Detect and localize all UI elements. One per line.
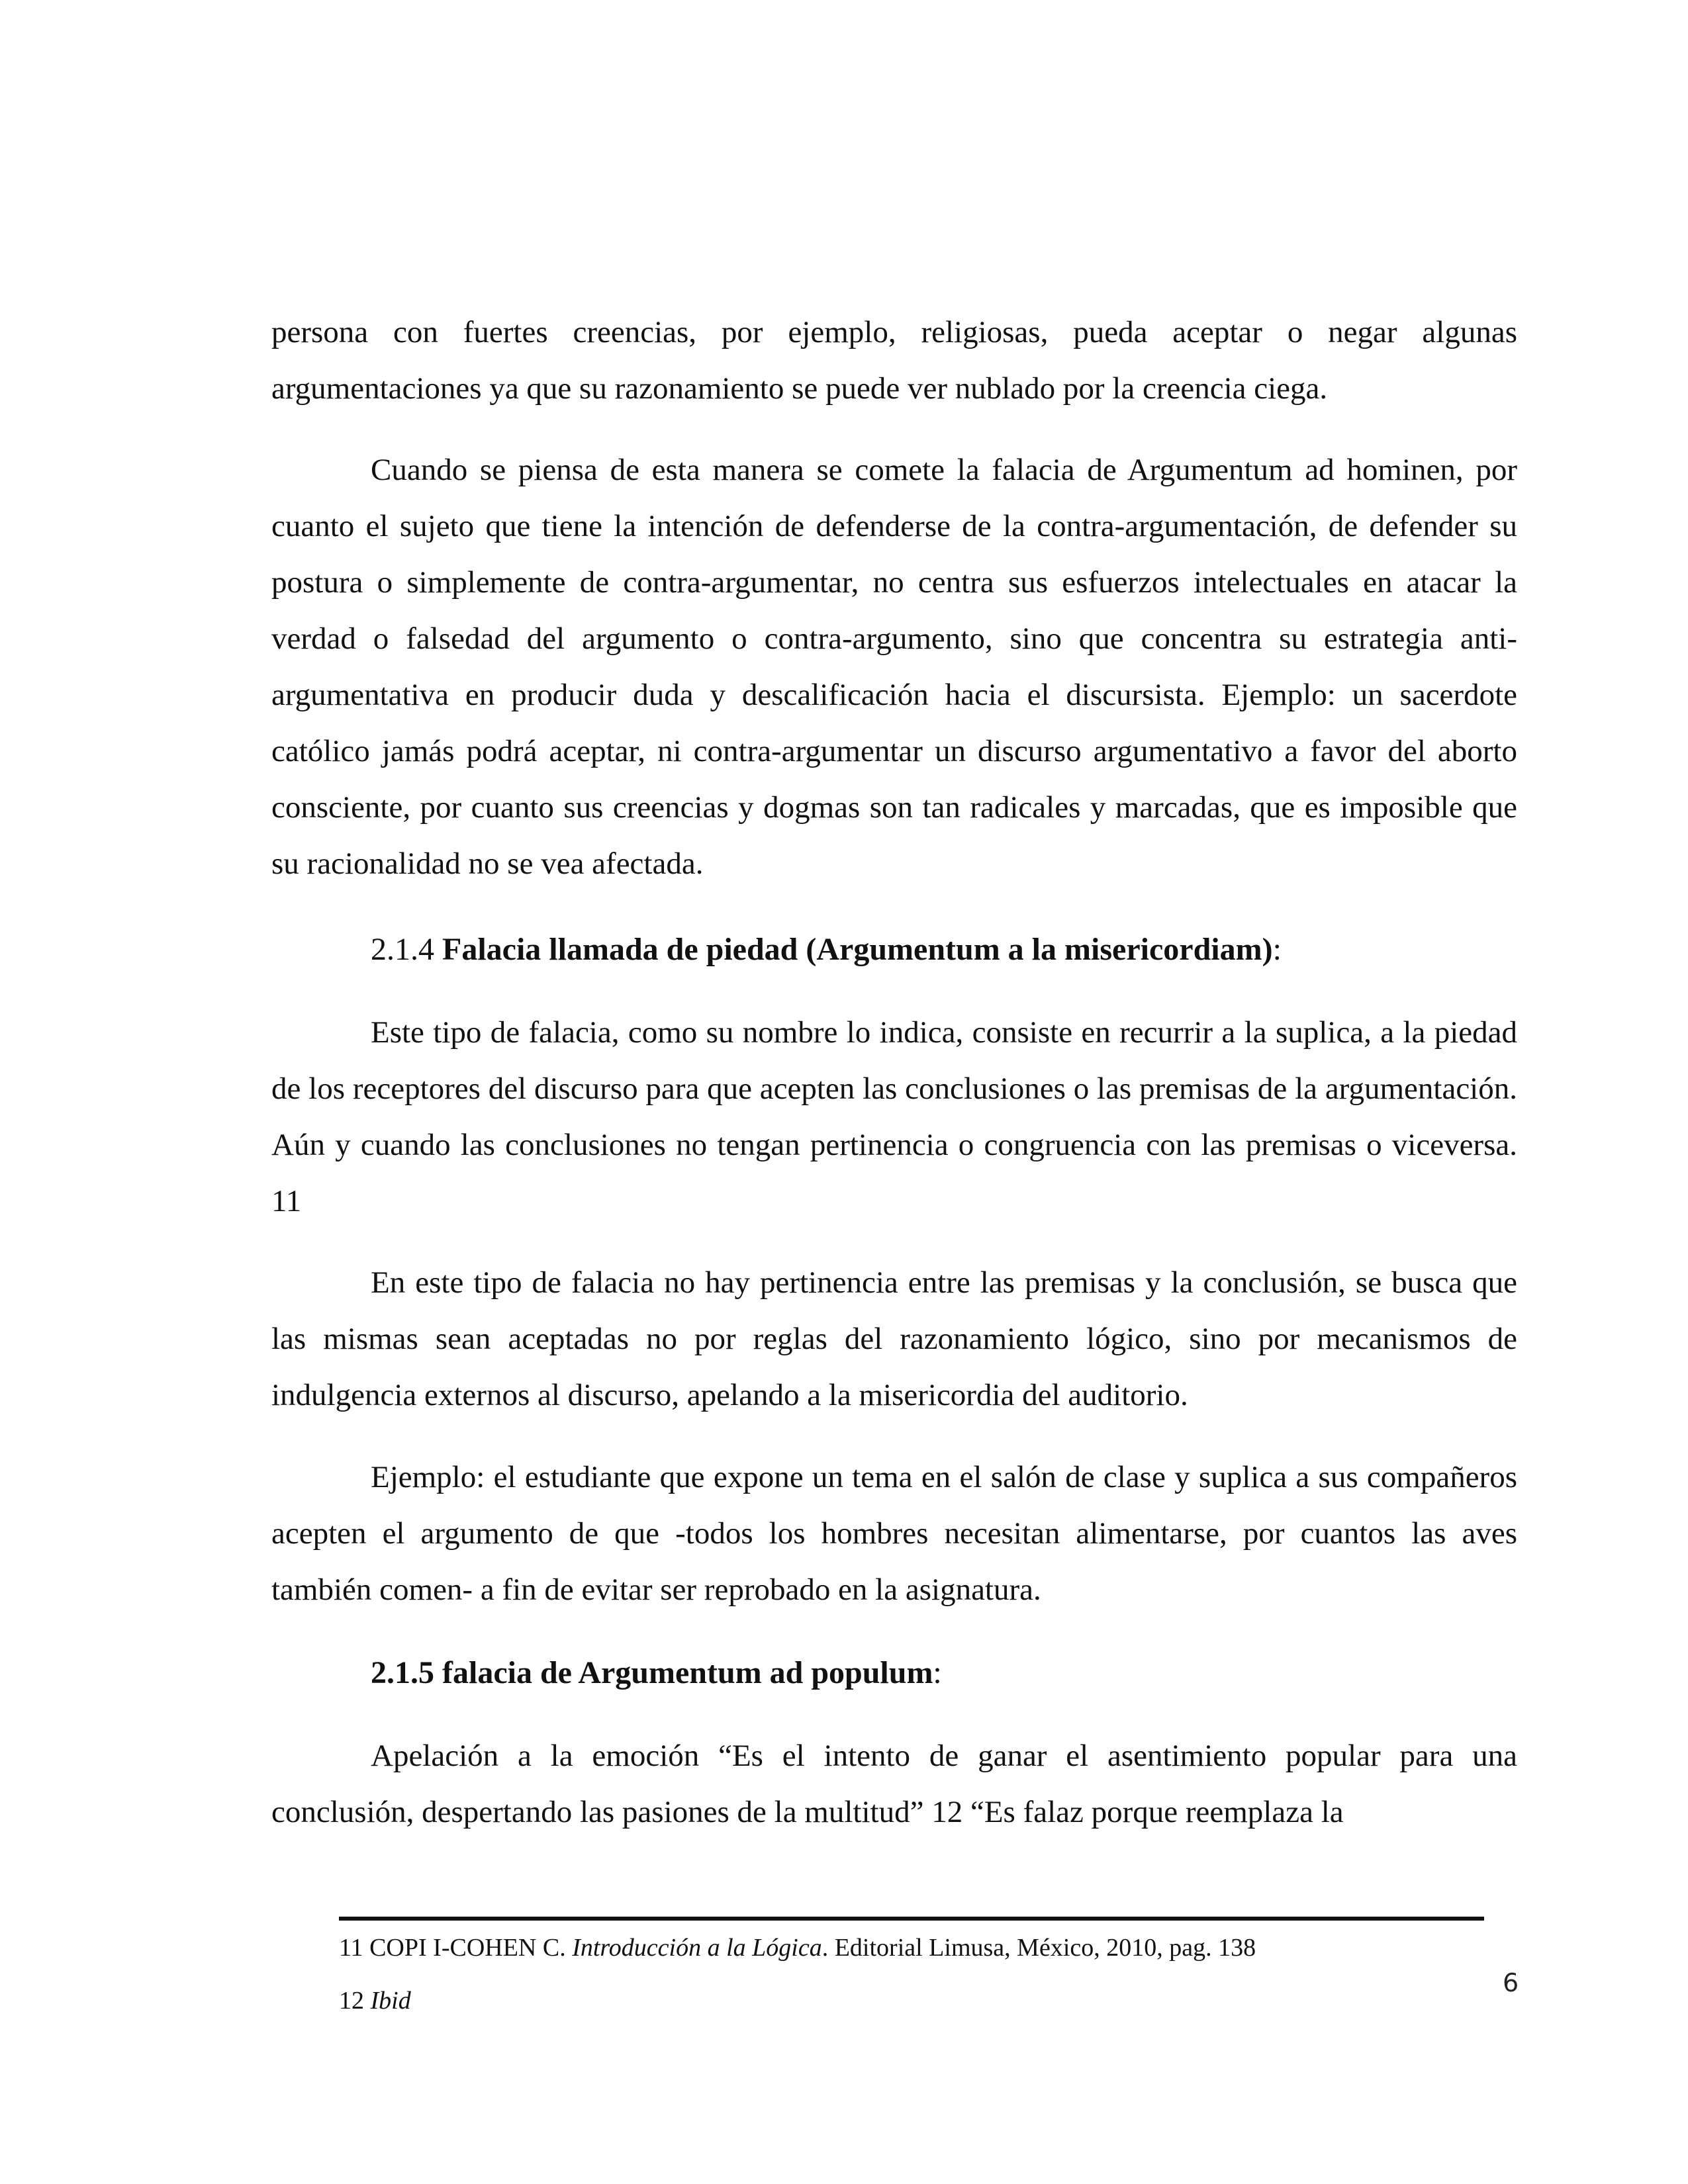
paragraph-misericordiam-definition: Este tipo de falacia, como su nombre lo indica, consiste en recurrir a la suplica, a la piedad de los receptores del discurso para que acepten las conclusiones o las premisas de la argumentación. Aún y cuando las conclusiones no tengan pertinencia o congruencia con las premisas o viceversa. 11 (271, 1015, 1517, 1218)
footnote-separator (339, 1917, 1484, 1921)
footnote-book-title: Introducción a la Lógica (572, 1934, 822, 1962)
footnote-ibid: Ibid (370, 1987, 411, 2015)
section-suffix: : (1272, 932, 1282, 967)
paragraph-ad-hominem: Cuando se piensa de esta manera se comete la falacia de Argumentum ad hominen, por cuanto el sujeto que tiene la intención de defenderse de la contra-argumentación, de defender su postura o simplemente de contra-argumentar, no centra sus esfuerzos intelectuales en atacar la verdad o falsedad del argumento o contra-argumento, sino que concentra su estrategia anti-argumentativa en producir duda y descalificación hacia el discursista. Ejemplo: un sacerdote católico jamás podrá aceptar, ni contra-argumentar un discurso argumentativo a favor del aborto consciente, por cuanto sus creencias y dogmas son tan radicales y marcadas, que es imposible que su racionalidad no se vea afectada. (271, 453, 1517, 881)
section-title: 2.1.5 falacia de Argumentum ad populum (371, 1655, 933, 1690)
footnote-text: 12 (339, 1987, 371, 2015)
paragraph-ad-populum: Apelación a la emoción “Es el intento de ganar el asentimiento popular para una conclusión, despertando las pasiones de la multitud” 12 “Es falaz porque reemplaza la (271, 1739, 1517, 1829)
paragraph-misericordiam-example: Ejemplo: el estudiante que expone un tema en el salón de clase y suplica a sus compañeros acepten el argumento de que -todos los hombres necesitan alimentarse, por cuantos las aves también comen- a fin de evitar ser reprobado en la asignatura. (271, 1460, 1517, 1607)
section-heading-2-1-5 (371, 1645, 942, 1701)
footnote-12 (339, 1984, 411, 2017)
section-number: 2.1.4 (371, 932, 442, 967)
footnote-text: 11 COPI I-COHEN C. (339, 1934, 573, 1962)
section-heading-2-1-4 (371, 921, 1282, 978)
page-number: 6 (1503, 1968, 1519, 1997)
footnote-text: . Editorial Limusa, México, 2010, pag. 138 (821, 1934, 1256, 1962)
paragraph-misericordiam-pertinence: En este tipo de falacia no hay pertinencia entre las premisas y la conclusión, se busca que las mismas sean aceptadas no por reglas del razonamiento lógico, sino por mecanismos de indulgencia externos al discurso, apelando a la misericordia del auditorio. (271, 1265, 1517, 1412)
footnote-11 (339, 1931, 1256, 1964)
section-suffix: : (933, 1655, 942, 1690)
section-title: Falacia llamada de piedad (Argumentum a la misericordiam) (442, 932, 1273, 967)
paragraph-continuation: persona con fuertes creencias, por ejemplo, religiosas, pueda aceptar o negar algunas argumentaciones ya que su razonamiento se puede ver nublado por la creencia ciega. (271, 315, 1517, 406)
